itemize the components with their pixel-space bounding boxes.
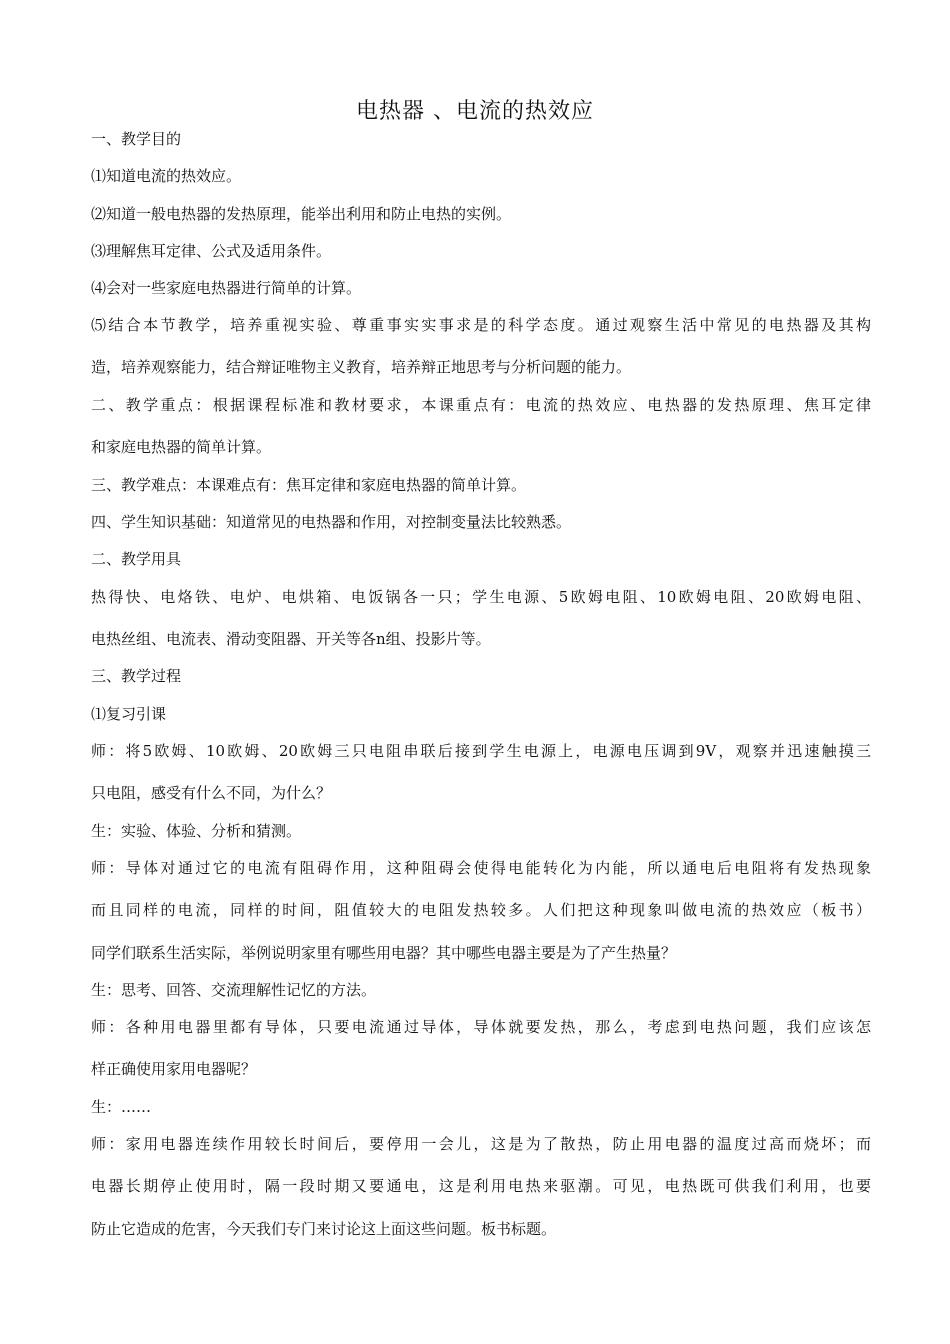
objective-4: ⑷会对一些家庭电热器进行简单的计算。 <box>91 279 362 297</box>
dialogue-teacher-4-line-1: 师：家用电器连续作用较长时间后，要停用一会儿，这是为了散热，防止用电器的温度过高而烧坏；而 <box>91 1135 871 1153</box>
dialogue-teacher-3-line-2: 样正确使用家用电器呢？ <box>91 1060 257 1078</box>
objective-3: ⑶理解焦耳定律、公式及适用条件。 <box>91 242 332 260</box>
difficult-points: 三、教学难点：本课难点有：焦耳定律和家庭电热器的简单计算。 <box>91 476 527 494</box>
dialogue-teacher-4-line-2: 电器长期停止使用时，隔一段时期又要通电，这是利用电热来驱潮。可见，电热既可供我们利用，也要 <box>91 1177 871 1195</box>
dialogue-student-2: 生：思考、回答、交流理解性记忆的方法。 <box>91 981 377 999</box>
objective-2: ⑵知道一般电热器的发热原理，能举出利用和防止电热的实例。 <box>91 205 512 223</box>
objective-5-line-2: 造，培养观察能力，结合辩证唯物主义教育，培养辩正地思考与分析问题的能力。 <box>91 358 632 376</box>
dialogue-teacher-4-line-3: 防止它造成的危害，今天我们专门来讨论这上面这些问题。板书标题。 <box>91 1220 557 1238</box>
equipment-line-1: 热得快、电烙铁、电炉、电烘箱、电饭锅各一只；学生电源、5欧姆电阻、10欧姆电阻、20欧姆电阻、 <box>91 588 871 606</box>
section-heading-equipment: 二、教学用具 <box>91 550 182 568</box>
dialogue-teacher-2-line-1: 师：导体对通过它的电流有阻碍作用，这种阻碍会使得电能转化为内能，所以通电后电阻将有发热现象 <box>91 859 871 877</box>
key-points-line-2: 和家庭电热器的简单计算。 <box>91 438 272 456</box>
objective-5-line-1: ⑸结合本节教学，培养重视实验、尊重事实实事求是的科学态度。通过观察生活中常见的电热器及其构 <box>91 316 871 334</box>
document-title: 电热器 、电流的热效应 <box>356 99 594 124</box>
key-points-line-1: 二、教学重点：根据课程标准和教材要求，本课重点有：电流的热效应、电热器的发热原理、焦耳定律 <box>91 396 871 414</box>
equipment-line-2: 电热丝组、电流表、滑动变阻器、开关等各n组、投影片等。 <box>91 630 491 648</box>
dialogue-student-1: 生：实验、体验、分析和猜测。 <box>91 822 302 840</box>
dialogue-teacher-3-line-1: 师：各种用电器里都有导体，只要电流通过导体，导体就要发热，那么，考虑到电热问题，我们应该怎 <box>91 1018 871 1036</box>
dialogue-teacher-2-line-3: 同学们联系生活实际，举例说明家里有哪些用电器？其中哪些电器主要是为了产生热量？ <box>91 944 677 962</box>
objective-1: ⑴知道电流的热效应。 <box>91 167 242 185</box>
section-heading-objectives: 一、教学目的 <box>91 130 182 148</box>
dialogue-student-3: 生：…… <box>91 1098 152 1116</box>
dialogue-teacher-1-line-2: 只电阻，感受有什么不同，为什么？ <box>91 784 332 802</box>
process-step-1: ⑴复习引课 <box>91 705 167 723</box>
student-knowledge: 四、学生知识基础：知道常见的电热器和作用，对控制变量法比较熟悉。 <box>91 513 572 531</box>
dialogue-teacher-2-line-2: 而且同样的电流，同样的时间，阻值较大的电阻发热较多。人们把这种现象叫做电流的热效应（板书） <box>91 901 871 919</box>
section-heading-process: 三、教学过程 <box>91 667 182 685</box>
dialogue-teacher-1-line-1: 师：将5欧姆、10欧姆、20欧姆三只电阻串联后接到学生电源上，电源电压调到9V，观察并迅速触摸三 <box>91 742 871 760</box>
